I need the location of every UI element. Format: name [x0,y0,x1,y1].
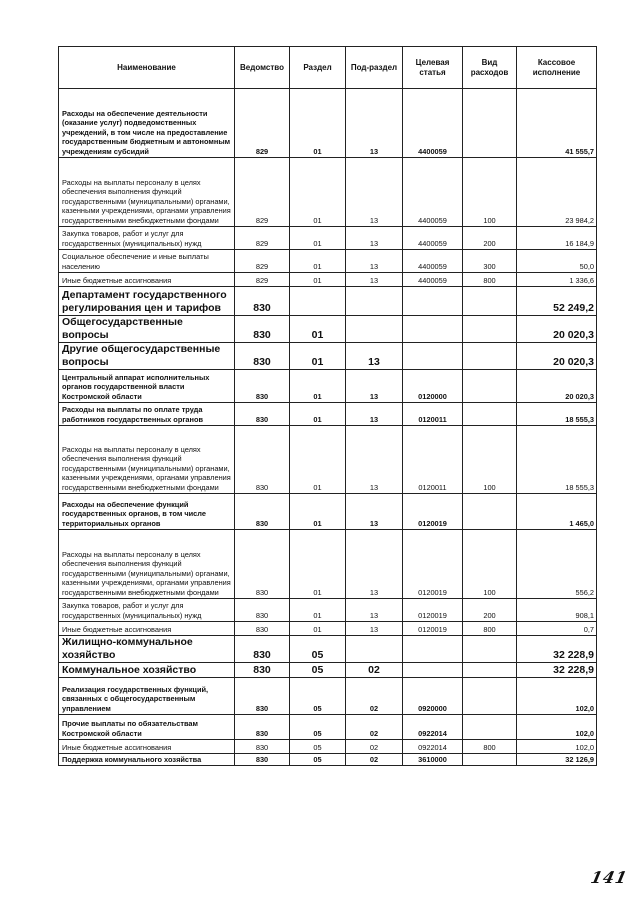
row-cash-execution: 20 020,3 [517,343,597,370]
row-target-article: 4400059 [403,273,463,287]
row-subsection: 13 [346,89,403,158]
row-section: 05 [290,678,346,715]
row-subsection [346,287,403,316]
row-subsection: 13 [346,273,403,287]
row-section: 01 [290,494,346,530]
row-subsection: 13 [346,494,403,530]
row-target-article: 0922014 [403,715,463,740]
row-department: 830 [235,530,290,599]
row-name: Расходы на выплаты персоналу в целях обеспечения выполнения функций государственными (муниципальными) органами, казенными учреждениями, органами управления государственными внебюджетными фондами [59,426,235,494]
header-cash-execution: Кассовое исполнение [517,47,597,89]
row-target-article: 0120019 [403,494,463,530]
row-expense-type: 100 [463,530,517,599]
row-target-article [403,343,463,370]
row-target-article: 0120019 [403,530,463,599]
row-subsection: 02 [346,740,403,754]
row-name: Реализация государственных функций, связанных с общегосударственным управлением [59,678,235,715]
row-expense-type: 100 [463,158,517,227]
header-target-article: Целевая статья [403,47,463,89]
row-name: Закупка товаров, работ и услуг для государственных (муниципальных) нужд [59,227,235,250]
row-subsection: 02 [346,678,403,715]
row-target-article: 0920000 [403,678,463,715]
row-section: 05 [290,740,346,754]
row-department: 830 [235,370,290,403]
header-expense-type: Вид расходов [463,47,517,89]
row-expense-type [463,663,517,678]
row-section: 01 [290,370,346,403]
row-expense-type: 800 [463,740,517,754]
row-department: 829 [235,273,290,287]
row-expense-type: 800 [463,273,517,287]
table-row [59,158,597,227]
budget-execution-table [58,46,597,766]
row-department: 830 [235,316,290,343]
row-section [290,287,346,316]
table-row [59,663,597,678]
table-row [59,370,597,403]
row-cash-execution: 32 228,9 [517,636,597,663]
table-row [59,530,597,599]
row-subsection [346,316,403,343]
row-section: 01 [290,343,346,370]
row-expense-type [463,89,517,158]
row-expense-type [463,287,517,316]
row-subsection: 13 [346,343,403,370]
row-expense-type: 300 [463,250,517,273]
table-row [59,754,597,766]
row-subsection: 13 [346,622,403,636]
row-target-article [403,287,463,316]
row-section: 01 [290,250,346,273]
row-cash-execution: 102,0 [517,678,597,715]
row-section: 01 [290,599,346,622]
row-section: 01 [290,273,346,287]
table-row [59,316,597,343]
row-cash-execution: 32 228,9 [517,663,597,678]
row-subsection: 02 [346,754,403,766]
row-cash-execution: 102,0 [517,740,597,754]
row-section: 05 [290,636,346,663]
row-expense-type: 800 [463,622,517,636]
row-section: 05 [290,663,346,678]
row-target-article: 4400059 [403,158,463,227]
row-name: Социальное обеспечение и иные выплаты населению [59,250,235,273]
table-row [59,740,597,754]
row-cash-execution: 102,0 [517,715,597,740]
row-target-article: 0922014 [403,740,463,754]
row-expense-type [463,636,517,663]
row-cash-execution: 20 020,3 [517,316,597,343]
row-subsection: 13 [346,158,403,227]
row-expense-type [463,343,517,370]
table-body [59,89,597,766]
row-target-article: 0120011 [403,403,463,426]
row-department: 829 [235,89,290,158]
row-target-article: 0120000 [403,370,463,403]
row-expense-type [463,316,517,343]
row-cash-execution: 18 555,3 [517,426,597,494]
row-department: 830 [235,426,290,494]
row-target-article: 0120011 [403,426,463,494]
row-name: Расходы на выплаты персоналу в целях обеспечения выполнения функций государственными (муниципальными) органами, казенными учреждениями, органами управления государственными внебюджетными фондами [59,530,235,599]
row-section: 01 [290,89,346,158]
row-department: 830 [235,287,290,316]
row-department: 830 [235,740,290,754]
row-expense-type: 100 [463,426,517,494]
row-target-article: 4400059 [403,227,463,250]
row-name: Закупка товаров, работ и услуг для государственных (муниципальных) нужд [59,599,235,622]
row-department: 830 [235,403,290,426]
row-department: 830 [235,622,290,636]
row-department: 829 [235,227,290,250]
row-target-article: 3610000 [403,754,463,766]
row-name: Поддержка коммунального хозяйства [59,754,235,766]
row-name: Расходы на обеспечение функций государственных органов, в том числе территориальных органов [59,494,235,530]
row-name: Прочие выплаты по обязательствам Костромской области [59,715,235,740]
row-subsection: 02 [346,663,403,678]
row-name: Общегосударственные вопросы [59,316,235,343]
row-subsection: 02 [346,715,403,740]
row-name: Другие общегосударственные вопросы [59,343,235,370]
row-section: 01 [290,316,346,343]
row-subsection: 13 [346,599,403,622]
row-department: 830 [235,636,290,663]
table-row [59,715,597,740]
page-number: 141 [588,868,630,887]
row-name: Расходы на выплаты персоналу в целях обеспечения выполнения функций государственными (муниципальными) органами, казенными учреждениями, органами управления государственными внебюджетными фондами [59,158,235,227]
row-target-article [403,663,463,678]
table-row [59,426,597,494]
row-section: 01 [290,227,346,250]
row-name: Расходы на выплаты по оплате труда работников государственных органов [59,403,235,426]
row-subsection [346,636,403,663]
row-subsection: 13 [346,403,403,426]
table-row [59,273,597,287]
row-cash-execution: 41 555,7 [517,89,597,158]
row-name: Иные бюджетные ассигнования [59,273,235,287]
row-target-article [403,316,463,343]
row-subsection: 13 [346,250,403,273]
table-row [59,227,597,250]
row-section: 01 [290,403,346,426]
row-section: 01 [290,158,346,227]
row-subsection: 13 [346,370,403,403]
table-row [59,599,597,622]
row-cash-execution: 50,0 [517,250,597,273]
row-cash-execution: 32 126,9 [517,754,597,766]
row-subsection: 13 [346,426,403,494]
row-target-article [403,636,463,663]
row-cash-execution: 1 465,0 [517,494,597,530]
row-name: Иные бюджетные ассигнования [59,740,235,754]
row-cash-execution: 908,1 [517,599,597,622]
row-section: 01 [290,426,346,494]
row-target-article: 0120019 [403,622,463,636]
table-row [59,636,597,663]
row-name: Иные бюджетные ассигнования [59,622,235,636]
row-section: 05 [290,754,346,766]
row-section: 05 [290,715,346,740]
row-name: Расходы на обеспечение деятельности (оказание услуг) подведомственных учреждений, в том числе на предоставление государственным бюджетным и автономным учреждениям субсидий [59,89,235,158]
table-row [59,250,597,273]
header-section: Раздел [290,47,346,89]
row-expense-type: 200 [463,599,517,622]
row-cash-execution: 16 184,9 [517,227,597,250]
row-name: Коммунальное хозяйство [59,663,235,678]
row-department: 830 [235,715,290,740]
table-row [59,343,597,370]
row-cash-execution: 1 336,6 [517,273,597,287]
row-expense-type [463,370,517,403]
row-cash-execution: 52 249,2 [517,287,597,316]
row-target-article: 4400059 [403,89,463,158]
row-expense-type [463,754,517,766]
row-name: Центральный аппарат исполнительных органов государственной власти Костромской области [59,370,235,403]
row-expense-type [463,403,517,426]
table-row [59,622,597,636]
table-row [59,403,597,426]
row-section: 01 [290,622,346,636]
row-department: 830 [235,494,290,530]
table-row [59,494,597,530]
row-cash-execution: 20 020,3 [517,370,597,403]
row-cash-execution: 23 984,2 [517,158,597,227]
row-subsection: 13 [346,227,403,250]
row-cash-execution: 0,7 [517,622,597,636]
row-department: 829 [235,158,290,227]
row-subsection: 13 [346,530,403,599]
row-department: 830 [235,678,290,715]
table-row [59,287,597,316]
row-section: 01 [290,530,346,599]
row-name: Жилищно-коммунальное хозяйство [59,636,235,663]
header-department: Ведомство [235,47,290,89]
row-target-article: 4400059 [403,250,463,273]
header-name: Наименование [59,47,235,89]
row-cash-execution: 18 555,3 [517,403,597,426]
row-name: Департамент государственного регулирования цен и тарифов [59,287,235,316]
row-expense-type [463,715,517,740]
row-department: 830 [235,343,290,370]
row-expense-type [463,494,517,530]
row-department: 829 [235,250,290,273]
row-target-article: 0120019 [403,599,463,622]
table-header-row [59,47,597,89]
row-department: 830 [235,599,290,622]
row-cash-execution: 556,2 [517,530,597,599]
row-expense-type [463,678,517,715]
table-row [59,89,597,158]
header-subsection: Под-раздел [346,47,403,89]
row-department: 830 [235,663,290,678]
row-expense-type: 200 [463,227,517,250]
table-row [59,678,597,715]
row-department: 830 [235,754,290,766]
